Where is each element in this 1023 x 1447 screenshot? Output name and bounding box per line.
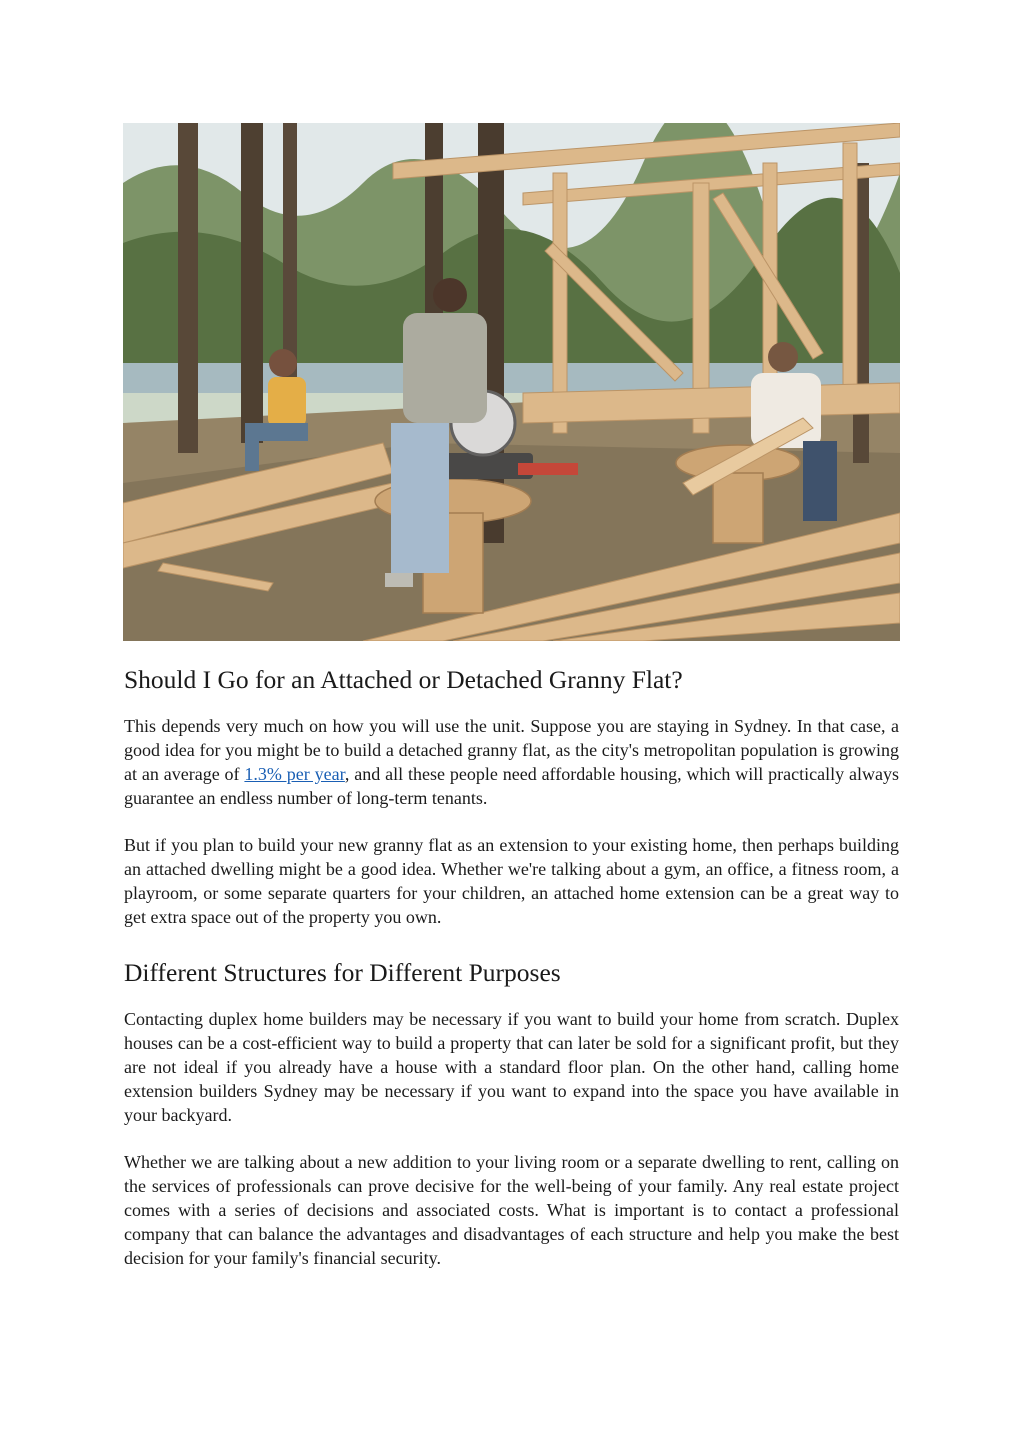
article-content: [124, 664, 899, 1293]
paragraph-professionals: Whether we are talking about a new addition to your living room or a separate dwelling to rent, calling on the services of professionals can prove decisive for the well-being of your family. Any real estate project comes with a series of decisions and associated costs. What is important is to contact a professional company that can balance the advantages and disadvantages of each structure and help you make the best decision for your family's financial security.: [124, 1152, 899, 1268]
population-growth-link[interactable]: 1.3% per year: [244, 764, 345, 784]
construction-photo-icon: [123, 123, 900, 641]
paragraph-duplex: Contacting duplex home builders may be necessary if you want to build your home from scratch. Duplex houses can be a cost-efficient way to build a property that can later be sold for a significant profit, but they are not ideal if you already have a house with a standard floor plan. On the other hand, calling home extension builders Sydney may be necessary if you want to expand into the space you have available in your backyard.: [124, 1009, 899, 1125]
section-heading-granny-flat: Should I Go for an Attached or Detached Granny Flat?: [124, 665, 683, 694]
construction-photo: [123, 123, 900, 641]
paragraph-sydney-text: This depends very much on how you will use the unit. Suppose you are staying in Sydney. In that case, a good idea for you might be to build a detached granny flat, as the city's metropolitan population is growing at an average of: [124, 716, 899, 784]
paragraph-sydney: [124, 714, 899, 810]
section-heading-structures: Different Structures for Different Purposes: [124, 958, 561, 987]
paragraph-extension: But if you plan to build your new granny flat as an extension to your existing home, then perhaps building an attached dwelling might be a good idea. Whether we're talking about a gym, an office, a fitness room, a playroom, or some separate quarters for your children, an attached home extension can be a great way to get extra space out of the property you own.: [124, 835, 899, 927]
paragraph-sydney-text-end: , and all these people need affordable housing, which will practically always guarantee an endless number of long-term tenants.: [124, 764, 899, 808]
